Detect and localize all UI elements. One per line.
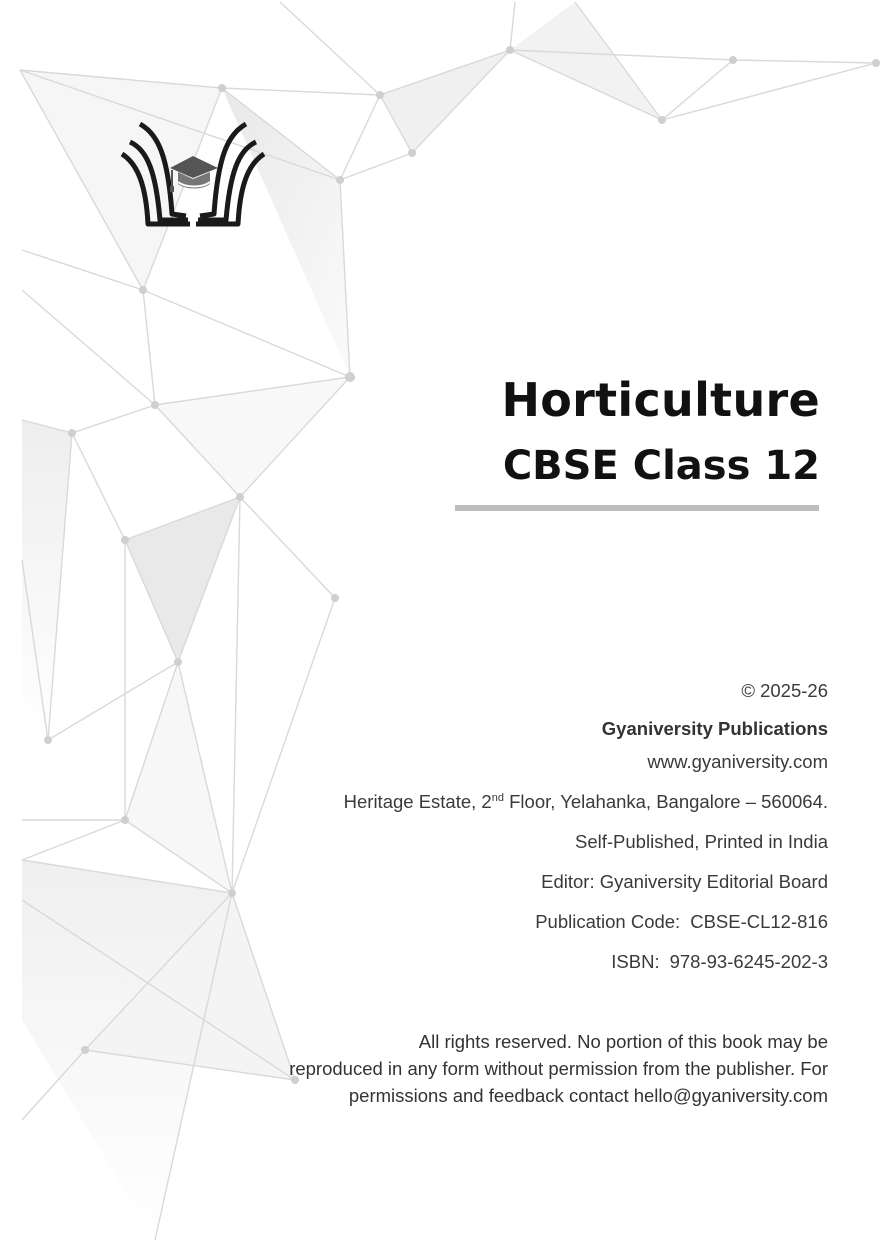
publication-code: [344, 907, 828, 937]
title-block: [501, 372, 820, 494]
address-ordinal-suffix: nd: [491, 792, 504, 804]
isbn: [344, 947, 828, 977]
imprint-details: [344, 676, 828, 977]
publisher-name: Gyaniversity Publications: [601, 718, 828, 739]
isbn-label: ISBN:: [611, 951, 660, 972]
publication-code-value: CBSE-CL12-816: [690, 911, 828, 932]
open-book-graduation-cap-icon: [118, 116, 268, 228]
publisher-website: www.gyaniversity.com: [647, 751, 828, 772]
book-subtitle: CBSE Class 12: [502, 443, 820, 489]
copyright-notice: © 2025-26: [741, 680, 828, 701]
rights-line-3: permissions and feedback contact hello@gyaniversity.com: [348, 1085, 828, 1106]
rights-line-2: reproduced in any form without permission from the publisher. For: [289, 1058, 828, 1079]
address-part-2: Floor, Yelahanka, Bangalore – 560064.: [503, 791, 828, 812]
address-part-1: Heritage Estate, 2: [343, 791, 492, 812]
title-underline-rule: [455, 505, 819, 511]
rights-line-1: All rights reserved. No portion of this book may be: [418, 1031, 828, 1052]
rights-statement: [289, 1028, 828, 1109]
editor-credit: Editor: Gyaniversity Editorial Board: [541, 871, 828, 892]
publication-code-label: Publication Code:: [535, 911, 681, 932]
self-published-note: Self-Published, Printed in India: [575, 831, 828, 852]
isbn-value: 978-93-6245-202-3: [669, 951, 828, 972]
publisher-address: [344, 787, 828, 817]
book-title: Horticulture: [501, 373, 820, 427]
